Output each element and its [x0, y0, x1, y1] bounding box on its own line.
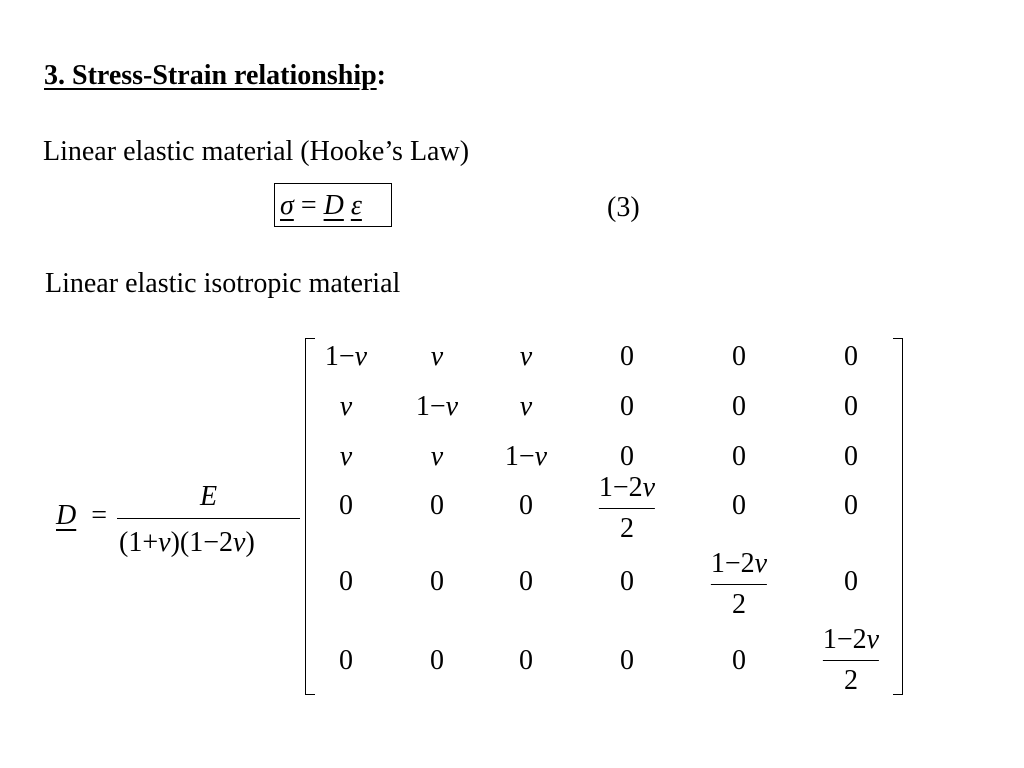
- denominator-part-b: )(1−2: [170, 527, 234, 558]
- fraction-denominator: 2: [731, 589, 746, 620]
- matrix-cell: 0: [620, 341, 634, 372]
- matrix-cell: 1−ν: [504, 441, 548, 472]
- matrix-cell: ν: [430, 441, 444, 472]
- section-title: 3. Stress-Strain relationship: [44, 60, 377, 91]
- fraction-numerator: 1−2ν: [822, 624, 880, 655]
- matrix-cell: 0: [430, 645, 444, 676]
- d-lhs-equals: =: [91, 500, 108, 531]
- matrix-cell: 0: [519, 566, 533, 597]
- matrix-cell: 0: [339, 490, 353, 521]
- fraction-numerator: 1−2ν: [710, 548, 768, 579]
- denominator-nu-2: ν: [233, 527, 246, 558]
- isotropic-material-label: Linear elastic isotropic material: [45, 268, 401, 299]
- section-heading: [44, 60, 386, 92]
- d-matrix-symbol: D: [323, 190, 344, 221]
- matrix-cell: 0: [519, 645, 533, 676]
- fraction-denominator: 2: [843, 665, 858, 696]
- matrix-cell: ν: [430, 341, 444, 372]
- sigma-symbol: σ: [280, 190, 294, 221]
- d-definition-lhs: [56, 500, 107, 532]
- fraction-bar: [599, 508, 655, 509]
- matrix-cell: 1−ν: [324, 341, 368, 372]
- matrix-fraction-cell: [711, 548, 767, 621]
- matrix-cell: ν: [339, 391, 353, 422]
- hookes-law-label: Linear elastic material (Hooke’s Law): [43, 136, 470, 167]
- matrix-cell: 0: [844, 566, 858, 597]
- matrix-cell: 0: [430, 566, 444, 597]
- matrix-cell: 0: [620, 645, 634, 676]
- matrix-cell: ν: [519, 391, 533, 422]
- matrix-cell: 0: [732, 391, 746, 422]
- matrix-left-bracket: [305, 338, 315, 695]
- fraction-numerator: 1−2ν: [598, 472, 656, 503]
- d-lhs-symbol: D: [56, 500, 77, 531]
- matrix-cell: 0: [519, 490, 533, 521]
- matrix-cell: 0: [430, 490, 444, 521]
- matrix-cell: 0: [844, 341, 858, 372]
- matrix-cell: 0: [732, 645, 746, 676]
- matrix-cell: 0: [732, 490, 746, 521]
- denominator-part-c: ): [245, 527, 255, 558]
- matrix-cell: 0: [620, 391, 634, 422]
- epsilon-symbol: ε: [350, 190, 362, 221]
- matrix-cell: 0: [732, 341, 746, 372]
- denominator-part-a: (1+: [119, 527, 159, 558]
- fraction-bar: [823, 660, 879, 661]
- matrix-cell: 0: [620, 566, 634, 597]
- matrix-right-bracket: [893, 338, 903, 695]
- fraction-denominator: 2: [619, 513, 634, 544]
- matrix-cell: ν: [339, 441, 353, 472]
- matrix-fraction-cell: [599, 472, 655, 545]
- matrix-cell: 0: [339, 566, 353, 597]
- matrix-cell: 0: [620, 441, 634, 472]
- d-fraction-denominator: [119, 527, 255, 559]
- d-fraction-bar: [117, 518, 300, 519]
- matrix-fraction-cell: [823, 624, 879, 697]
- matrix-cell: 0: [339, 645, 353, 676]
- matrix-cell: ν: [519, 341, 533, 372]
- equation-number: (3): [607, 192, 640, 223]
- section-title-colon: :: [376, 60, 386, 91]
- fraction-bar: [711, 584, 767, 585]
- matrix-cell: 0: [732, 441, 746, 472]
- matrix-cell: 0: [844, 391, 858, 422]
- matrix-cell: 1−ν: [415, 391, 459, 422]
- equals-sign: =: [300, 190, 317, 221]
- matrix-cell: 0: [844, 490, 858, 521]
- d-fraction-numerator: E: [200, 481, 218, 512]
- matrix-cell: 0: [844, 441, 858, 472]
- denominator-nu-1: ν: [158, 527, 171, 558]
- hookes-law-equation: [280, 190, 362, 222]
